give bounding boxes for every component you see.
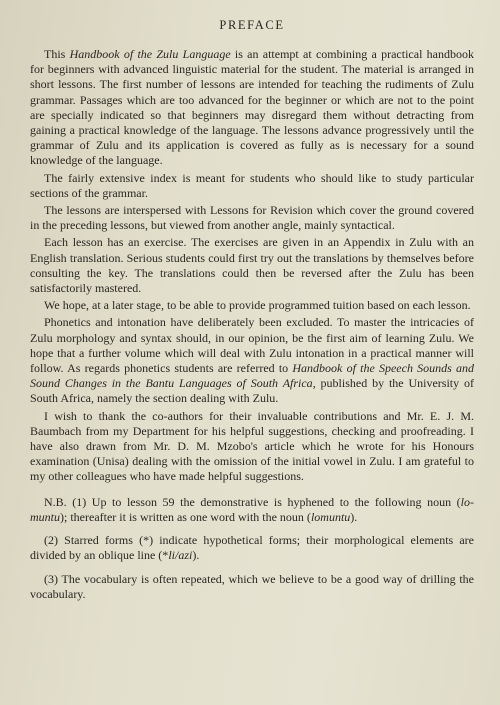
paragraph-intro	[30, 47, 474, 169]
paragraph-phonetics	[30, 315, 474, 406]
paragraph-text: is an attempt at combining a practical handbook for beginners with advanced linguistic material for the student. The material is arranged in short lessons. The first number of lessons are intended for teaching the rudiments of Zulu grammar. Passages which are too advanced for the beginner or which are not to the point are specially indicated so that beginners may disregard them without detracting from gaining a practical knowledge of the language. The lessons advance progressively until the grammar of Zulu and its application is covered as fully as is necessary for a sound knowledge of the language.	[30, 47, 475, 168]
note-1	[30, 495, 474, 525]
paragraph-exercises: Each lesson has an exercise. The exercises are given in an Appendix in Zulu with an English translation. Serious students could first try out the translations by themselves before consulting the key. The translations could then be reversed after the Zulu has been satisfactorily mastered.	[30, 235, 474, 296]
notes-section	[30, 495, 474, 602]
note-text: ); thereafter it is written as one word with the noun (	[60, 509, 311, 524]
paragraph-programmed-tuition: We hope, at a later stage, to be able to provide programmed tuition based on each lesson.	[44, 298, 471, 313]
note-text: ).	[350, 509, 358, 524]
example-italic: li/azi	[168, 548, 193, 563]
paragraph-text: Phonetics and intonation have deliberately been excluded. To master the intricacies of Zulu morphology and syntax should, in our opinion, be the first aim of learning Zulu. We hope that a further volume which will deal with Zulu intonation in a practical manner will follow. As regards phonetics students are referred to	[30, 315, 474, 376]
paragraph-acknowledgements: I wish to thank the co-authors for their invaluable contributions and Mr. E. J. M. Baumbach from my Department for his helpful suggestions, checking and proofreading. I have also drawn from Mr. D. M. Mzobo's article which he wrote for his Honours examination (Unisa) dealing with the omission of the initial vowel in Zulu. I am grateful to my other colleagues who have made helpful suggestions.	[30, 408, 474, 484]
paragraph-text: , published by the University of South Africa, namely the section dealing with Zulu.	[30, 376, 474, 406]
note-text: ).	[192, 548, 200, 563]
example-italic: lo-muntu	[30, 494, 474, 524]
example-italic: lomuntu	[310, 509, 351, 524]
note-3: (3) The vocabulary is often repeated, which we believe to be a good way of drilling the vocabulary.	[30, 571, 474, 601]
note-text: (2) Starred forms (*) indicate hypothetical forms; their morphological elements are divided by an oblique line (*	[30, 533, 474, 563]
page-title: PREFACE	[219, 18, 285, 32]
note-2	[30, 533, 474, 563]
note-text: N.B. (1) Up to lesson 59 the demonstrative is hyphened to the following noun (	[44, 494, 461, 509]
paragraph-index: The fairly extensive index is meant for students who should like to study particular sections of the grammar.	[30, 170, 474, 200]
paragraph-revision: The lessons are interspersed with Lessons for Revision which cover the ground covered in the preceding lessons, but viewed from another angle, mainly syntactical.	[30, 203, 474, 233]
paragraph-text: This	[44, 47, 70, 61]
book-title-italic: Handbook of the Zulu Language	[69, 47, 231, 61]
book-title-italic: Handbook of the Speech Sounds and Sound Changes in the Bantu Languages of South Africa	[30, 361, 475, 391]
